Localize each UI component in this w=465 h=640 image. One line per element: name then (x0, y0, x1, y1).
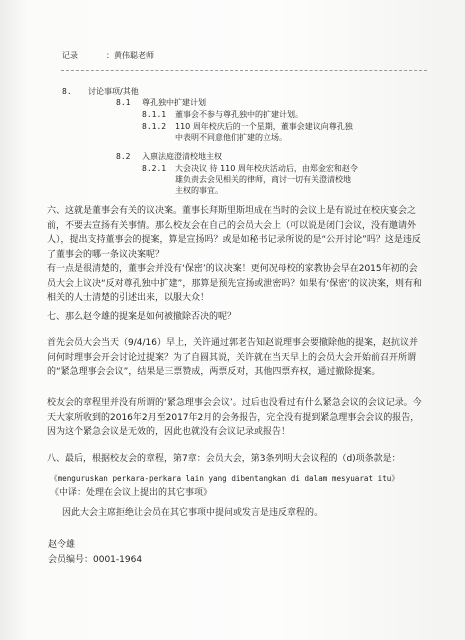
paragraph-7-continued: 校友会的章程里并没有所谓的‘紧急理事会会议’。过后也没看过有什么紧急会议的会议记录。今天大家所收到的2016年2月至2017年2月的会务报告，完全没有提到紧急理事会会议的报告，因为这个紧急会议是无效的，因此也就没有会议记录或报告！ (47, 398, 422, 437)
divider-line (61, 70, 427, 71)
paragraph-8: 八、最后，根据校友会的章程，第7章：会员大会，第3条列明大会议程的（d)项条款是： (47, 454, 401, 464)
paragraph-7-heading: 七、那么赵令雄的提案是如何被撤除否决的呢？ (47, 312, 237, 322)
paragraph-6-continued: 有一点是很清楚的，董事会并没有‘保密’的议决案！更何况母校的家教协会早在2015年初的会员大会上议决“反对尊孔独中扩建”，那算是预先宣扬或泄密吗？如果有‘保密’的议决案，则有和相关的人士清楚的引述出来，以服大众！ (47, 264, 423, 303)
quote-chinese: 《中译：处理在会议上提出的其它事项》 (50, 488, 213, 498)
item-8-title: 讨论事项/其他 (88, 87, 139, 96)
paragraph-6: 六、这就是董事会有关的议决案。董事长拜斯里斯坦成在当时的会议上是有说过在校庆宴会之前，不要去宣扬有关事情。那么校友会在自己的会员大会上（可以说是闭门会议，没有邀请外人），提出支持董事会的提案，算是宣扬吗？或是如秘书记录所说的是“公开讨论”吗？这是违反了董事会的哪一条议决案呢？ (47, 206, 421, 260)
section-8-1-title: 尊孔独中扩建计划 (142, 98, 206, 107)
signature-name: 赵令雄 (48, 540, 76, 550)
section-8-2-title: 入禀法庭澄清校地主权 (142, 152, 222, 161)
section-8-1-1-number: 8.1.1 (142, 110, 167, 119)
section-8-1-number: 8.1 (116, 98, 131, 107)
section-8-1-2-number: 8.1.2 (142, 122, 167, 131)
paragraph-8-conclusion: 因此大会主席拒绝让会员在其它事项中提问或发言是违反章程的。 (62, 508, 324, 518)
paragraph-7-body: 首先会员大会当天（9/4/16）早上，关许通过郭老告知赵说理事会要撤除他的提案，赵抗议并问何时理事会开会讨论过提案？为了自圆其说，关许就在当天早上的会员大会开始前召开所谓的“紧急理事会会议”，结果是三票赞成，两票反对，其他四票弃权，通过撤除提案。 (47, 338, 418, 377)
section-8-1-1-text: 董事会不参与尊孔独中的扩建计划。 (175, 110, 303, 119)
section-8-1-2-line-1: 110 周年校庆后的一个星期，董事会建议向尊孔独 (175, 122, 353, 131)
quote-malay: 《menguruskan perkara-perkara lain yang dibentangkan di dalam mesyuarat itu》 (50, 474, 399, 483)
recorder-value: ：黄伟聪老师 (106, 51, 154, 60)
section-8-2-1-line-3: 主权的事宜。 (175, 186, 223, 195)
section-8-1-2-line-2: 中表明不同意他们扩建的立场。 (175, 133, 287, 142)
section-8-2-1-line-1: 大会决议 待 110 周年校庆活动后，由郑金宏和赵令 (175, 164, 358, 173)
member-number: 会员编号：0001-1964 (48, 555, 143, 565)
recorder-label: 记录 (62, 51, 78, 60)
item-8-number: 8. (62, 87, 72, 96)
section-8-2-1-line-2: 雄负责去会见相关的律师，商讨一切有关澄清校地 (175, 175, 351, 184)
section-8-2-1-number: 8.2.1 (142, 164, 167, 173)
section-8-2-number: 8.2 (116, 152, 131, 161)
